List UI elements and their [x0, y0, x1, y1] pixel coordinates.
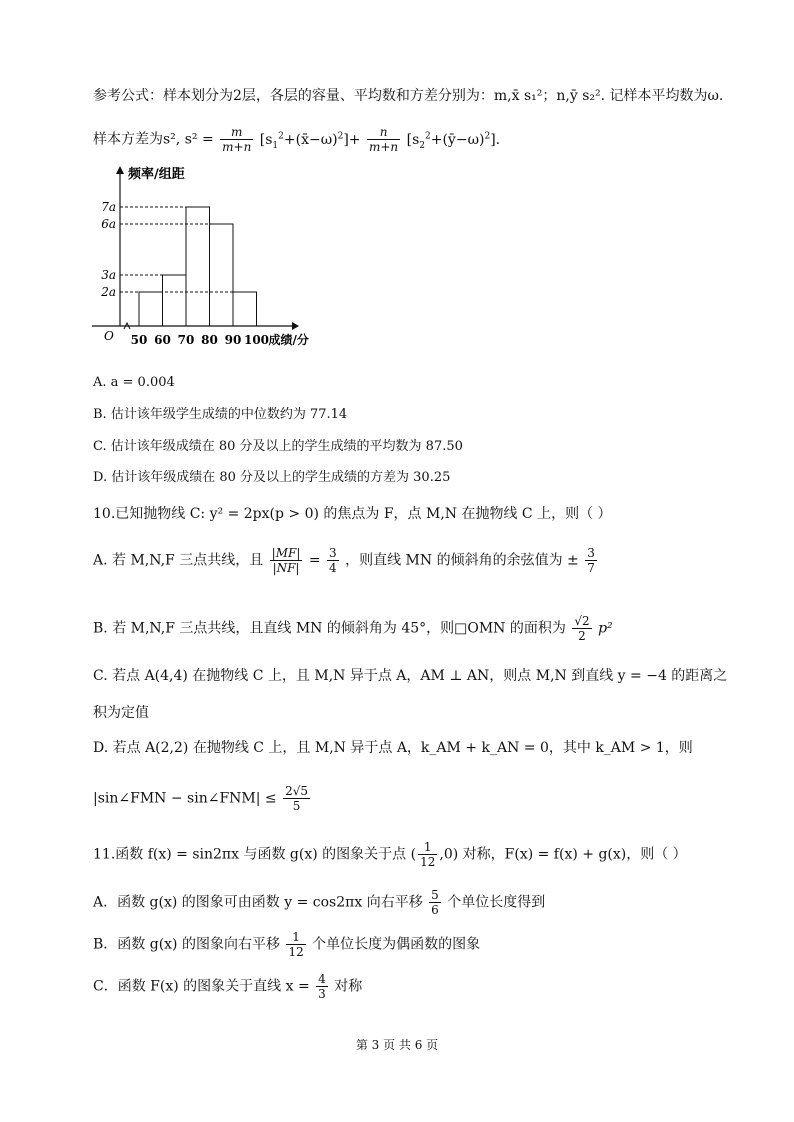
histogram-bar [186, 207, 210, 326]
histogram-bar [210, 224, 234, 326]
q9-option-a: A. a = 0.004 [93, 375, 175, 390]
histogram-bar [139, 292, 163, 326]
x-tick-label: 90 [224, 333, 242, 347]
q10-option-d-line2: |sin∠FMN − sin∠FNM| ≤ $\frac{2√5}{5}$ [93, 784, 309, 813]
reference-formula-line2: 样本方差为s², s² = $\frac{m}{m+n}$ $[s_1^2+(x̄-\omega)^2]+$ $\frac{n}{m+n}$ $[s_2^2+(ȳ-\omega)^2]$. [93, 125, 501, 154]
q9-option-b: B. 估计该年级学生成绩的中位数约为 77.14 [93, 407, 348, 422]
x-tick-label: 100 [243, 333, 270, 347]
histogram-bar [233, 292, 257, 326]
histogram-bar [163, 275, 187, 326]
x-tick-label: 70 [177, 333, 195, 347]
q10-option-a: A. 若 M,N,F 三点共线，且 $\frac{|MF|}{|NF|}$ = $\frac{3}{4}$ ，则直线 MN 的倾斜角的余弦值为 ± $\frac{3}{7}$ [93, 546, 595, 575]
origin-label: O [104, 329, 114, 343]
y-tick-label: 3a [101, 268, 116, 282]
q9-option-c: C. 估计该年级成绩在 80 分及以上的学生成绩的平均数为 87.50 [93, 439, 463, 454]
q11-option-b: B．函数 g(x) 的图象向右平移 $\frac{1}{12}$ 个单位长度为偶函数的图象 [93, 930, 481, 959]
q10-option-c-line1: C. 若点 A(4,4) 在抛物线 C 上，且 M,N 异于点 A，AM ⊥ AN，则点 M,N 到直线 y = −4 的距离之 [93, 668, 728, 684]
y-axis-arrow [116, 166, 124, 174]
page-footer: 第 3 页 共 6 页 [355, 1038, 439, 1052]
q10-stem: 10.已知抛物线 C: y² = 2px(p > 0) 的焦点为 F，点 M,N 在抛物线 C 上，则（ ） [93, 506, 612, 522]
x-axis-label: 成绩/分 [268, 333, 309, 347]
x-tick-label: 60 [154, 333, 171, 347]
q10-option-c-line2: 积为定值 [93, 705, 149, 721]
x-tick-label: 80 [201, 333, 218, 347]
y-tick-label: 2a [101, 285, 116, 299]
q11-stem: 11.函数 f(x) = sin2πx 与函数 g(x) 的图象关于点 ( $\frac{1}{12}$ ,0) 对称，F(x) = f(x) + g(x)，则（ ） [93, 840, 687, 869]
q11-option-a: A．函数 g(x) 的图象可由函数 y = cos2πx 向右平移 $\frac{5}{6}$ 个单位长度得到 [93, 888, 546, 917]
frequency-histogram [92, 162, 352, 362]
q10-option-d-line1: D. 若点 A(2,2) 在抛物线 C 上，且 M,N 异于点 A，k_AM + k_AN = 0，其中 k_AM > 1，则 [93, 740, 693, 756]
x-tick-label: 50 [130, 333, 148, 347]
q10-option-b: B. 若 M,N,F 三点共线，且直线 MN 的倾斜角为 45°，则□OMN 的面积为 $\frac{√2}{2}$ p² [93, 614, 613, 643]
q9-option-d: D. 估计该年级成绩在 80 分及以上的学生成绩的方差为 30.25 [93, 470, 451, 485]
y-tick-label: 6a [101, 217, 116, 231]
variance-prefix: 样本方差为s², s² = [93, 131, 214, 148]
y-tick-label: 7a [101, 200, 116, 214]
x-axis-arrow [292, 322, 299, 330]
q11-option-c: C．函数 F(x) 的图象关于直线 x = $\frac{4}{3}$ 对称 [93, 972, 363, 1001]
y-axis-label: 频率/组距 [128, 167, 185, 182]
reference-formula-line1: 参考公式：样本划分为2层，各层的容量、平均数和方差分别为：m,x̄ s₁²；n,ȳ s₂². 记样本平均数为ω. [93, 88, 724, 104]
